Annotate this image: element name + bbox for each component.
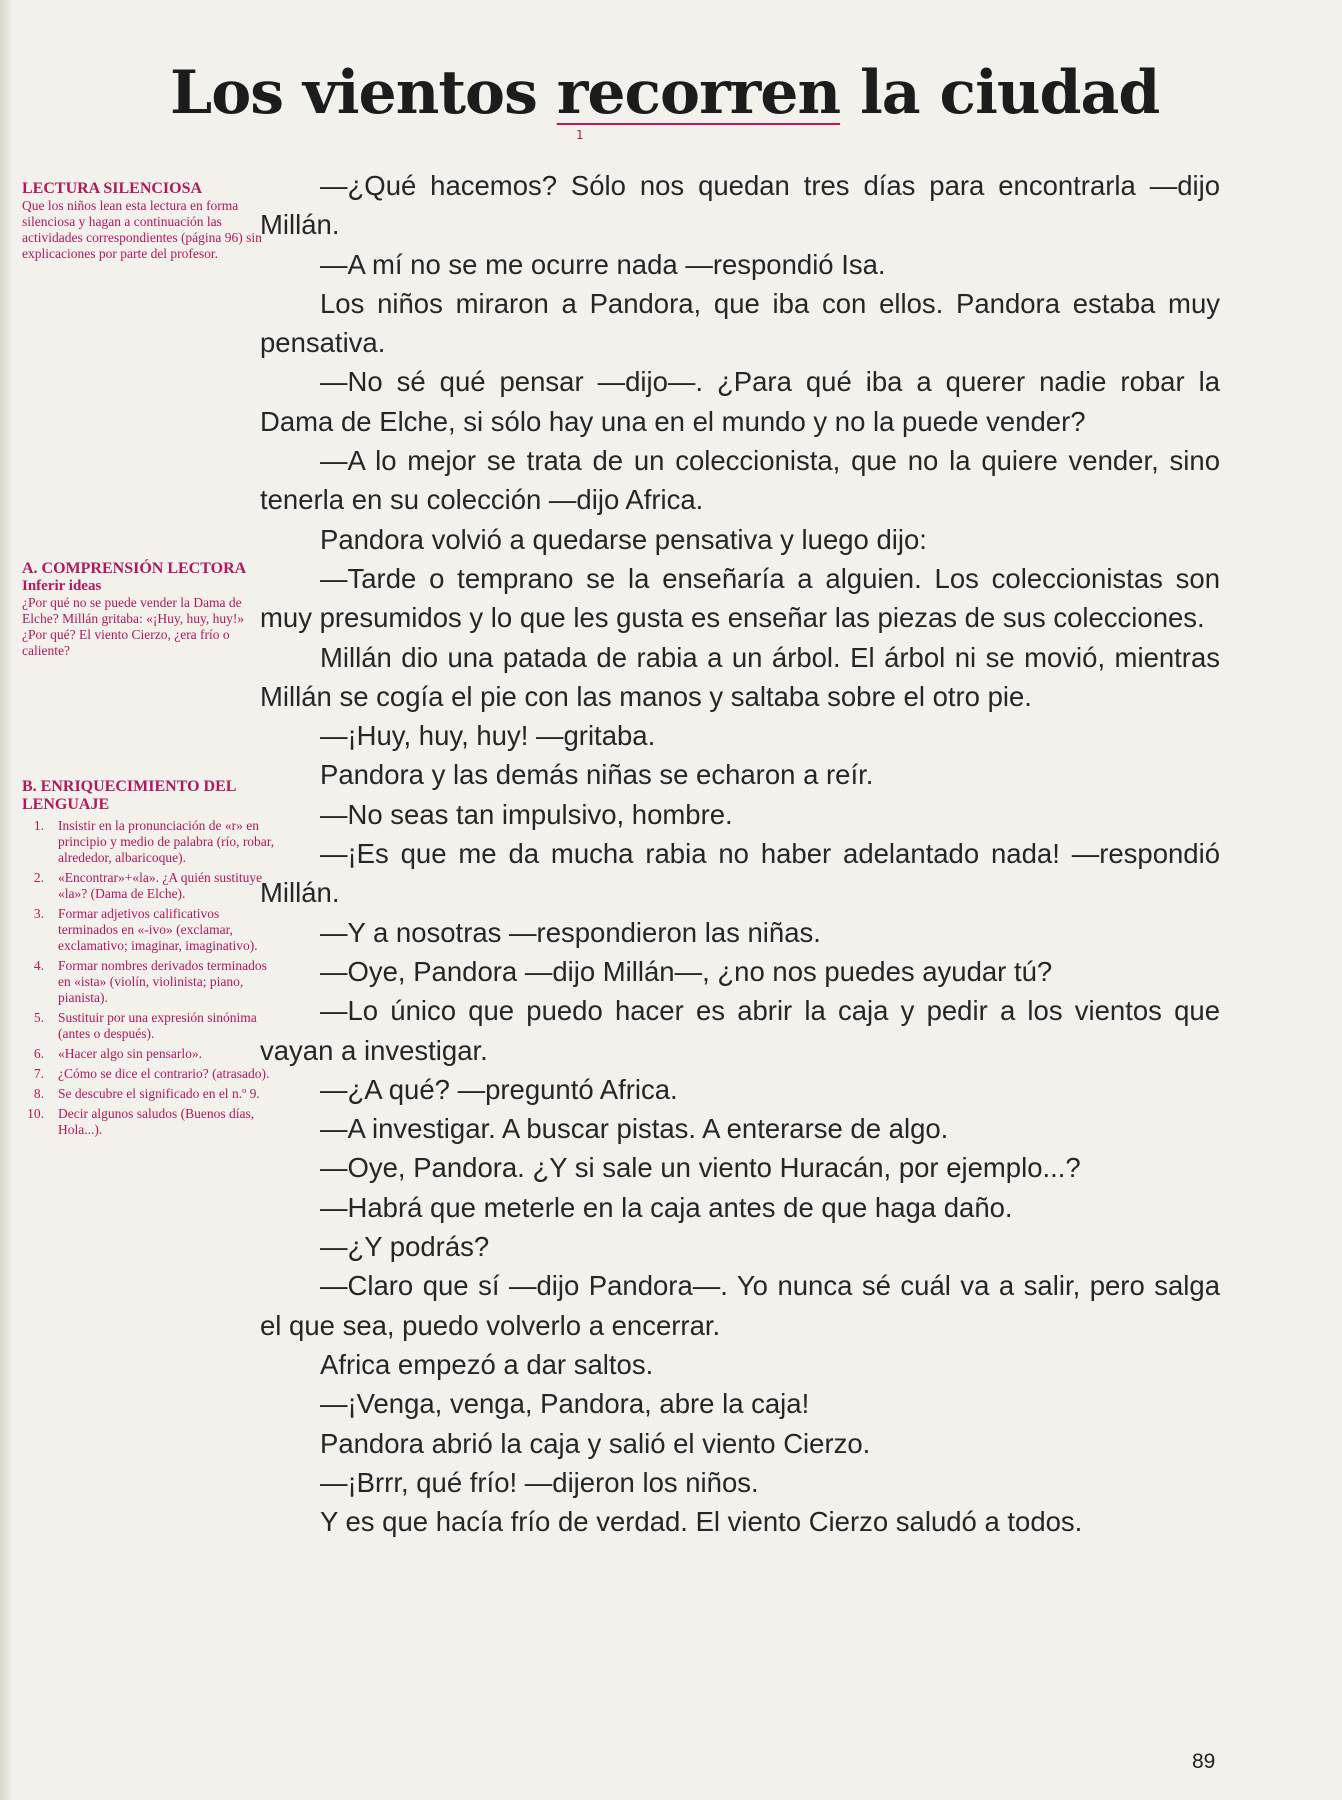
comprension-subheading: Inferir ideas bbox=[22, 578, 102, 594]
paragraph: —¡Es que me da mucha rabia no haber adelantado nada! —respondió Millán. bbox=[260, 838, 1220, 909]
list-item: 6. «Hacer algo sin pensarlo». bbox=[33, 1046, 202, 1061]
sidebar-enriquecimiento bbox=[22, 778, 277, 1142]
page-number: 89 bbox=[1192, 1750, 1216, 1773]
list-item: 3. Formar adjetivos calificativos terminados en «-ivo» (exclamar, exclamativo; imaginar, imaginativo). bbox=[33, 906, 258, 953]
paragraph: —Lo único que puedo hacer es abrir la caja y pedir a los vientos que vayan a investigar. bbox=[260, 995, 1220, 1066]
paragraph: Millán dio una patada de rabia a un árbol. El árbol ni se movió, mientras Millán se cogía el pie con las manos y saltaba sobre el otro pie. bbox=[260, 641, 1220, 712]
paragraph: Pandora y las demás niñas se echaron a reír. bbox=[320, 759, 874, 791]
title-underlined-word: recorren bbox=[556, 58, 841, 128]
paragraph: —No seas tan impulsivo, hombre. bbox=[320, 798, 733, 830]
paragraph: —Habrá que meterle en la caja antes de que haga daño. bbox=[320, 1191, 1013, 1223]
enriquecimiento-list bbox=[22, 818, 277, 1138]
paragraph: —¿A qué? —preguntó Africa. bbox=[320, 1073, 678, 1105]
paragraph: —Claro que sí —dijo Pandora—. Yo nunca sé cuál va a salir, pero salga el que sea, puedo volverlo a encerrar. bbox=[260, 1270, 1220, 1341]
comprension-heading: A. COMPRENSIÓN LECTORA bbox=[22, 560, 247, 577]
list-item: 8. Se descubre el significado en el n.º 9. bbox=[33, 1086, 260, 1101]
paragraph: Y es que hacía frío de verdad. El viento Cierzo saludó a todos. bbox=[320, 1506, 1083, 1538]
page-title: Los vientos recorren la ciudad bbox=[170, 58, 1160, 128]
paragraph: —¡Venga, venga, Pandora, abre la caja! bbox=[320, 1388, 810, 1420]
list-item: 5. Sustituir por una expresión sinónima (antes o después). bbox=[33, 1010, 257, 1041]
paragraph: —Oye, Pandora —dijo Millán—, ¿no nos puedes ayudar tú? bbox=[320, 955, 1053, 987]
paragraph: —A mí no se me ocurre nada —respondió Isa. bbox=[320, 248, 886, 280]
paragraph: Pandora abrió la caja y salió el viento Cierzo. bbox=[320, 1427, 871, 1459]
list-item: 4. Formar nombres derivados terminados en «ista» (violín, violinista; piano, pianista). bbox=[33, 958, 267, 1005]
paragraph: —¡Brrr, qué frío! —dijeron los niños. bbox=[320, 1466, 759, 1498]
paragraph: —A lo mejor se trata de un coleccionista, que no la quiere vender, sino tenerla en su colección —dijo Africa. bbox=[260, 445, 1220, 516]
paragraph: —¡Huy, huy, huy! —gritaba. bbox=[320, 720, 656, 752]
paragraph: —¿Y podrás? bbox=[320, 1231, 490, 1263]
comprension-text: ¿Por qué no se puede vender la Dama de Elche? Millán gritaba: «¡Huy, huy, huy!» ¿Por qué? El viento Cierzo, ¿era frío o caliente? bbox=[22, 595, 245, 658]
list-item: 2. «Encontrar»+«la». ¿A quién sustituye «la»? (Dama de Elche). bbox=[33, 870, 263, 901]
page-edge bbox=[0, 0, 12, 1800]
sidebar-lectura bbox=[22, 180, 262, 262]
paragraph: Los niños miraron a Pandora, que iba con ellos. Pandora estaba muy pensativa. bbox=[260, 287, 1220, 359]
sidebar-comprension bbox=[22, 560, 252, 659]
paragraph: Pandora volvió a quedarse pensativa y luego dijo: bbox=[320, 523, 927, 555]
title-note-marker: 1 bbox=[576, 128, 584, 142]
paragraph: —Tarde o temprano se la enseñaría a alguien. Los coleccionistas son muy presumidos y lo que les gusta es enseñar las piezas de sus colecciones. bbox=[260, 562, 1220, 634]
paragraph: —A investigar. A buscar pistas. A enterarse de algo. bbox=[320, 1113, 949, 1145]
lectura-text: Que los niños lean esta lectura en forma silenciosa y hagan a continuación las actividades correspondientes (página 96) sin explicaciones por parte del profesor. bbox=[22, 198, 262, 261]
paragraph: —No sé qué pensar —dijo—. ¿Para qué iba a querer nadie robar la Dama de Elche, si sólo hay una en el mundo y no la puede vender? bbox=[260, 366, 1220, 437]
lectura-heading: LECTURA SILENCIOSA bbox=[22, 180, 203, 197]
paragraph: —¿Qué hacemos? Sólo nos quedan tres días para encontrarla —dijo Millán. bbox=[260, 170, 1220, 241]
list-item: 7. ¿Cómo se dice el contrario? (atrasado). bbox=[33, 1066, 270, 1081]
enriquecimiento-heading: B. ENRIQUECIMIENTO DEL LENGUAJE bbox=[22, 778, 236, 813]
paragraph: —Y a nosotras —respondieron las niñas. bbox=[320, 916, 821, 948]
paragraph: —Oye, Pandora. ¿Y si sale un viento Huracán, por ejemplo...? bbox=[320, 1152, 1081, 1184]
list-item: 1. Insistir en la pronunciación de «r» en principio y medio de palabra (río, robar, alrededor, albaricoque). bbox=[33, 818, 275, 865]
paragraph: Africa empezó a dar saltos. bbox=[320, 1348, 654, 1380]
list-item: 10. Decir algunos saludos (Buenos días, Hola...). bbox=[27, 1106, 255, 1137]
story-text bbox=[260, 166, 1220, 1541]
